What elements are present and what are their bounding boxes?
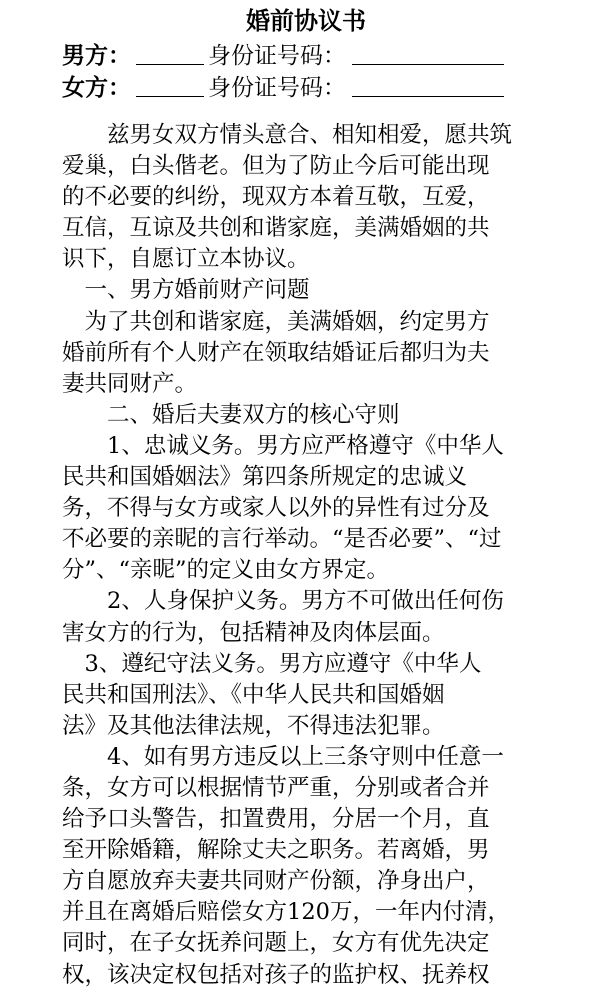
section-heading-core-rules: 二、婚后夫妻双方的核心守则: [62, 401, 400, 428]
body-line: 兹男女双方情头意合、相知相爱，愿共筑: [62, 122, 513, 148]
body-line: 民共和国婚姻法》第四条所规定的忠诚义: [62, 464, 468, 491]
body-line: 方自愿放弃夫妻共同财产份额，净身出户，: [62, 868, 490, 895]
body-line: 务，不得与女方或家人以外的异性有过分及: [62, 495, 490, 522]
body-line: 互信，互谅及共创和谐家庭，美满婚姻的共: [62, 215, 490, 242]
female-party-label: 女方：: [62, 75, 131, 101]
body-line: 2、人身保护义务。男方不可做出任何伤: [62, 588, 504, 615]
male-party-label: 男方：: [62, 43, 131, 69]
male-name-blank: [136, 40, 204, 65]
male-id-blank: [352, 40, 504, 65]
body-line: 分”、“亲昵”的定义由女方界定。: [62, 557, 390, 584]
body-line: 3、遵纪守法义务。男方应遵守《中华人: [62, 650, 482, 677]
body-line: 婚前所有个人财产在领取结婚证后都归为夫: [62, 339, 490, 366]
body-line: 民共和国刑法》、《中华人民共和国婚姻: [62, 681, 445, 708]
body-line: 条，女方可以根据情节严重，分别或者合并: [62, 774, 490, 801]
female-id-blank: [352, 72, 504, 97]
body-line: 同时，在子女抚养问题上，女方有优先决定: [62, 930, 490, 957]
female-party-row: [62, 72, 504, 104]
body-line: 权，该决定权包括对孩子的监护权、抚养权: [62, 961, 490, 988]
body-line: 1、忠诚义务。男方应严格遵守《中华人: [62, 432, 504, 459]
body-line: 爱巢，白头偕老。但为了防止今后可能出现: [62, 153, 490, 180]
section-heading-premarital-property: 一、男方婚前财产问题: [62, 277, 310, 304]
body-line: 给予口头警告，扣置费用，分居一个月，直: [62, 806, 490, 833]
body-line: 4、如有男方违反以上三条守则中任意一: [62, 743, 504, 770]
female-name-blank: [136, 72, 204, 97]
male-id-label: 身份证号码：: [208, 43, 346, 69]
body-line: 法》及其他法律法规，不得违法犯罪。: [62, 712, 445, 739]
agreement-body: [62, 120, 602, 991]
body-line: 不必要的亲昵的言行举动。“是否必要”、“过: [62, 526, 502, 553]
body-line: 妻共同财产。: [62, 370, 198, 397]
body-line: 至开除婚籍，解除丈夫之职务。若离婚，男: [62, 837, 490, 864]
body-line: 的不必要的纠纷，现双方本着互敬，互爱，: [62, 184, 490, 211]
body-line: 识下，自愿订立本协议。: [62, 246, 310, 273]
female-id-label: 身份证号码：: [208, 75, 346, 101]
body-line: 并且在离婚后赔偿女方120万，一年内付清，: [62, 899, 510, 926]
body-line: 害女方的行为，包括精神及肉体层面。: [62, 619, 445, 646]
document-title: 婚前协议书: [246, 7, 366, 35]
body-line: 为了共创和谐家庭，美满婚姻，约定男方: [62, 308, 490, 335]
male-party-row: [62, 40, 504, 72]
